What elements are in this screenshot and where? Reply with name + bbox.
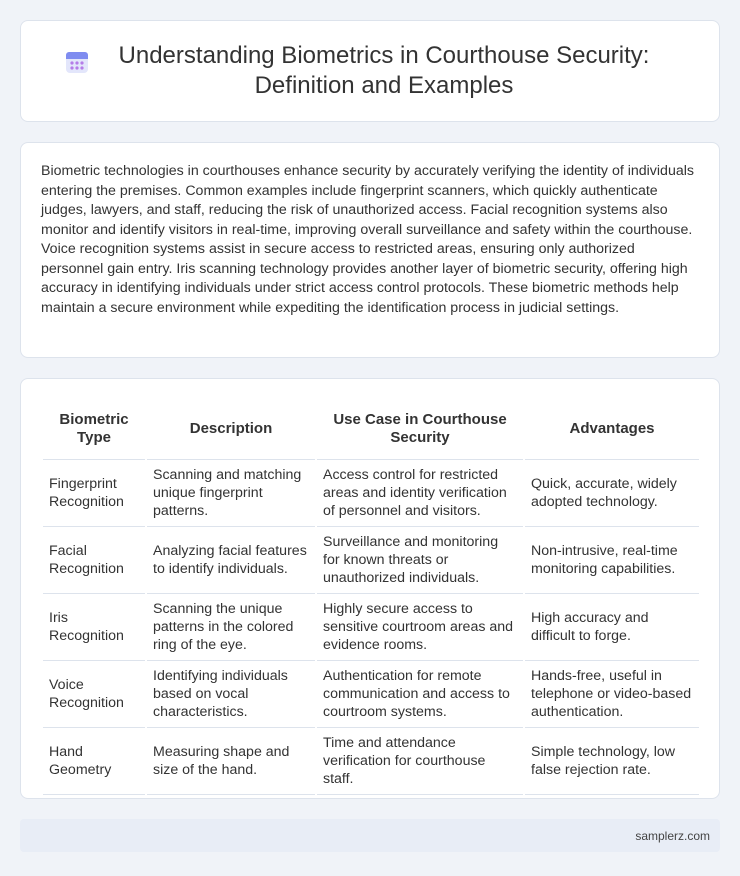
table-cell: Measuring shape and size of the hand. xyxy=(146,727,316,794)
calendar-icon xyxy=(64,49,90,75)
table-cell: Authentication for remote communication and access to courtroom systems. xyxy=(316,660,524,727)
table-cell: Highly secure access to sensitive courtroom areas and evidence rooms. xyxy=(316,593,524,660)
table-cell: Access control for restricted areas and identity verification of personnel and visitors. xyxy=(316,459,524,526)
table-cell: Hands-free, useful in telephone or video-based authentication. xyxy=(524,660,699,727)
table-cell: Scanning and matching unique fingerprint patterns. xyxy=(146,459,316,526)
title-card xyxy=(20,20,720,122)
table-cell: Fingerprint Recognition xyxy=(43,459,146,526)
table-cell: Hand Geometry xyxy=(43,727,146,794)
table-row xyxy=(43,727,699,794)
biometrics-table xyxy=(43,399,699,795)
table-cell: Non-intrusive, real-time monitoring capabilities. xyxy=(524,526,699,593)
intro-card xyxy=(20,142,720,358)
footer xyxy=(20,819,720,852)
table-cell: Analyzing facial features to identify individuals. xyxy=(146,526,316,593)
table-cell: Time and attendance verification for courthouse staff. xyxy=(316,727,524,794)
table-cell: Iris Recognition xyxy=(43,593,146,660)
table-card xyxy=(20,378,720,799)
table-cell: Scanning the unique patterns in the colored ring of the eye. xyxy=(146,593,316,660)
column-header: Use Case in Courthouse Security xyxy=(316,399,524,459)
table-row xyxy=(43,526,699,593)
table-cell: Identifying individuals based on vocal characteristics. xyxy=(146,660,316,727)
column-header: Biometric Type xyxy=(43,399,146,459)
table-cell: Quick, accurate, widely adopted technology. xyxy=(524,459,699,526)
table-cell: Facial Recognition xyxy=(43,526,146,593)
footer-brand: samplerz.com xyxy=(635,828,710,843)
table-header-row xyxy=(43,399,699,459)
table-row xyxy=(43,593,699,660)
table-cell: High accuracy and difficult to forge. xyxy=(524,593,699,660)
table-cell: Simple technology, low false rejection rate. xyxy=(524,727,699,794)
table-cell: Voice Recognition xyxy=(43,660,146,727)
page-title: Understanding Biometrics in Courthouse Security: Definition and Examples xyxy=(118,42,650,99)
table-cell: Surveillance and monitoring for known threats or unauthorized individuals. xyxy=(316,526,524,593)
column-header: Description xyxy=(146,399,316,459)
intro-paragraph: Biometric technologies in courthouses enhance security by accurately verifying the identity of individuals entering the premises. Common examples include fingerprint scanners, which quickly authenticate judges, lawyers, and staff, reducing the risk of unauthorized access. Facial recognition systems also monitor and identify visitors in real-time, improving overall surveillance and safety within the courthouse. Voice recognition systems assist in secure access to restricted areas, ensuring only authorized personnel gain entry. Iris scanning technology provides another layer of biometric security, offering high accuracy in identifying individuals under strict access control protocols. These biometric methods help maintain a secure environment while expediting the identification process in judicial settings. xyxy=(41,163,694,316)
table-row xyxy=(43,459,699,526)
table-row xyxy=(43,660,699,727)
column-header: Advantages xyxy=(524,399,699,459)
